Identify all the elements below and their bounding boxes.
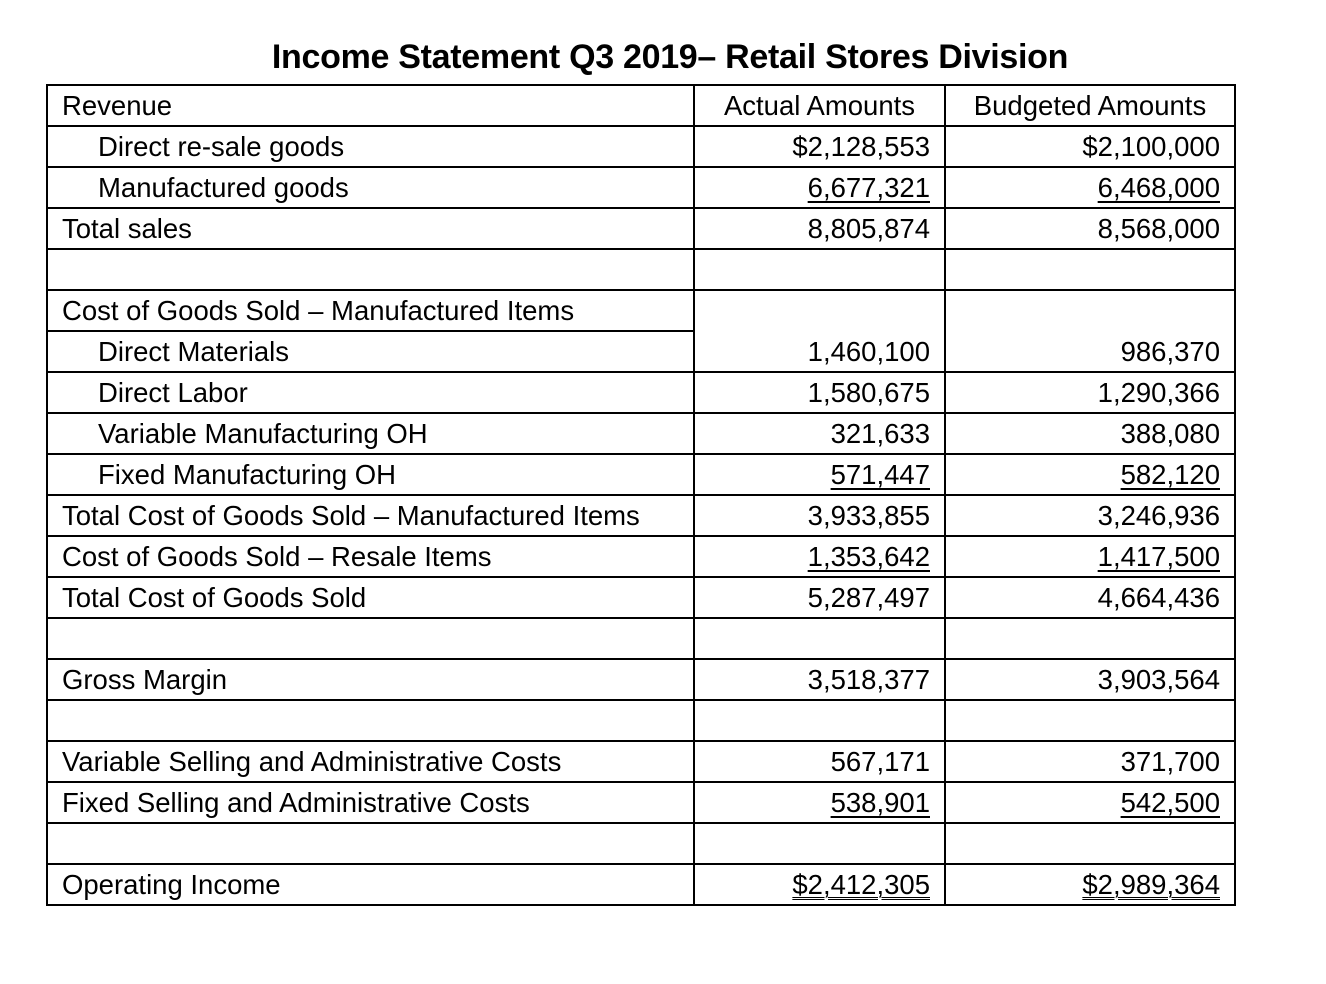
row-label: Cost of Goods Sold – Manufactured Items: [47, 290, 694, 331]
actual-value: 8,805,874: [694, 208, 945, 249]
actual-value: 3,933,855: [694, 495, 945, 536]
budgeted-value: 3,903,564: [945, 659, 1235, 700]
table-row: [47, 413, 1235, 454]
table-row: [47, 741, 1235, 782]
budgeted-value: 582,120: [945, 454, 1235, 495]
row-label: Fixed Selling and Administrative Costs: [47, 782, 694, 823]
section-row: [47, 290, 1235, 331]
actual-value: 538,901: [694, 782, 945, 823]
table-row: [47, 782, 1235, 823]
spacer-row: [47, 823, 1235, 864]
budgeted-value: 1,417,500: [945, 536, 1235, 577]
budgeted-value: 4,664,436: [945, 577, 1235, 618]
budgeted-value: 8,568,000: [945, 208, 1235, 249]
budgeted-value: 1,290,366: [945, 372, 1235, 413]
table-row: [47, 208, 1235, 249]
table-row: [47, 167, 1235, 208]
row-label: Variable Manufacturing OH: [47, 413, 694, 454]
actual-value: 321,633: [694, 413, 945, 454]
row-label: Manufactured goods: [47, 167, 694, 208]
table-row: [47, 331, 1235, 372]
row-label: Direct Labor: [47, 372, 694, 413]
table-row: [47, 372, 1235, 413]
statement-title: Income Statement Q3 2019– Retail Stores Division: [271, 38, 1069, 76]
budgeted-value: 986,370: [945, 331, 1235, 372]
actual-value: 1,460,100: [694, 331, 945, 372]
row-label: Operating Income: [47, 864, 694, 905]
revenue-heading: Revenue: [47, 85, 694, 126]
budgeted-value: 3,246,936: [945, 495, 1235, 536]
budgeted-amounts-header: Budgeted Amounts: [945, 85, 1235, 126]
table-row: [47, 454, 1235, 495]
budgeted-value: 371,700: [945, 741, 1235, 782]
row-label: Fixed Manufacturing OH: [47, 454, 694, 495]
table-row: [47, 577, 1235, 618]
table-row: [47, 536, 1235, 577]
row-label: Total Cost of Goods Sold – Manufactured Items: [47, 495, 694, 536]
actual-value: 571,447: [694, 454, 945, 495]
budgeted-value: 542,500: [945, 782, 1235, 823]
row-label: Gross Margin: [47, 659, 694, 700]
actual-value: 5,287,497: [694, 577, 945, 618]
row-label: Direct re-sale goods: [47, 126, 694, 167]
header-row: [47, 85, 1235, 126]
actual-value: $2,412,305: [694, 864, 945, 905]
actual-value: 1,580,675: [694, 372, 945, 413]
budgeted-value: $2,100,000: [945, 126, 1235, 167]
row-label: Cost of Goods Sold – Resale Items: [47, 536, 694, 577]
table-row: [47, 659, 1235, 700]
row-label: Total Cost of Goods Sold: [47, 577, 694, 618]
actual-value: 567,171: [694, 741, 945, 782]
budgeted-value: $2,989,364: [945, 864, 1235, 905]
actual-value: 6,677,321: [694, 167, 945, 208]
actual-value: 1,353,642: [694, 536, 945, 577]
spacer-row: [47, 618, 1235, 659]
table-row: [47, 495, 1235, 536]
budgeted-value: 388,080: [945, 413, 1235, 454]
table-row: [47, 126, 1235, 167]
spacer-row: [47, 249, 1235, 290]
row-label: Direct Materials: [47, 331, 694, 372]
actual-amounts-header: Actual Amounts: [694, 85, 945, 126]
budgeted-value: 6,468,000: [945, 167, 1235, 208]
actual-value: 3,518,377: [694, 659, 945, 700]
table-row: [47, 864, 1235, 905]
income-statement-table: [46, 84, 1236, 906]
row-label: Total sales: [47, 208, 694, 249]
row-label: Variable Selling and Administrative Costs: [47, 741, 694, 782]
actual-value: $2,128,553: [694, 126, 945, 167]
spacer-row: [47, 700, 1235, 741]
